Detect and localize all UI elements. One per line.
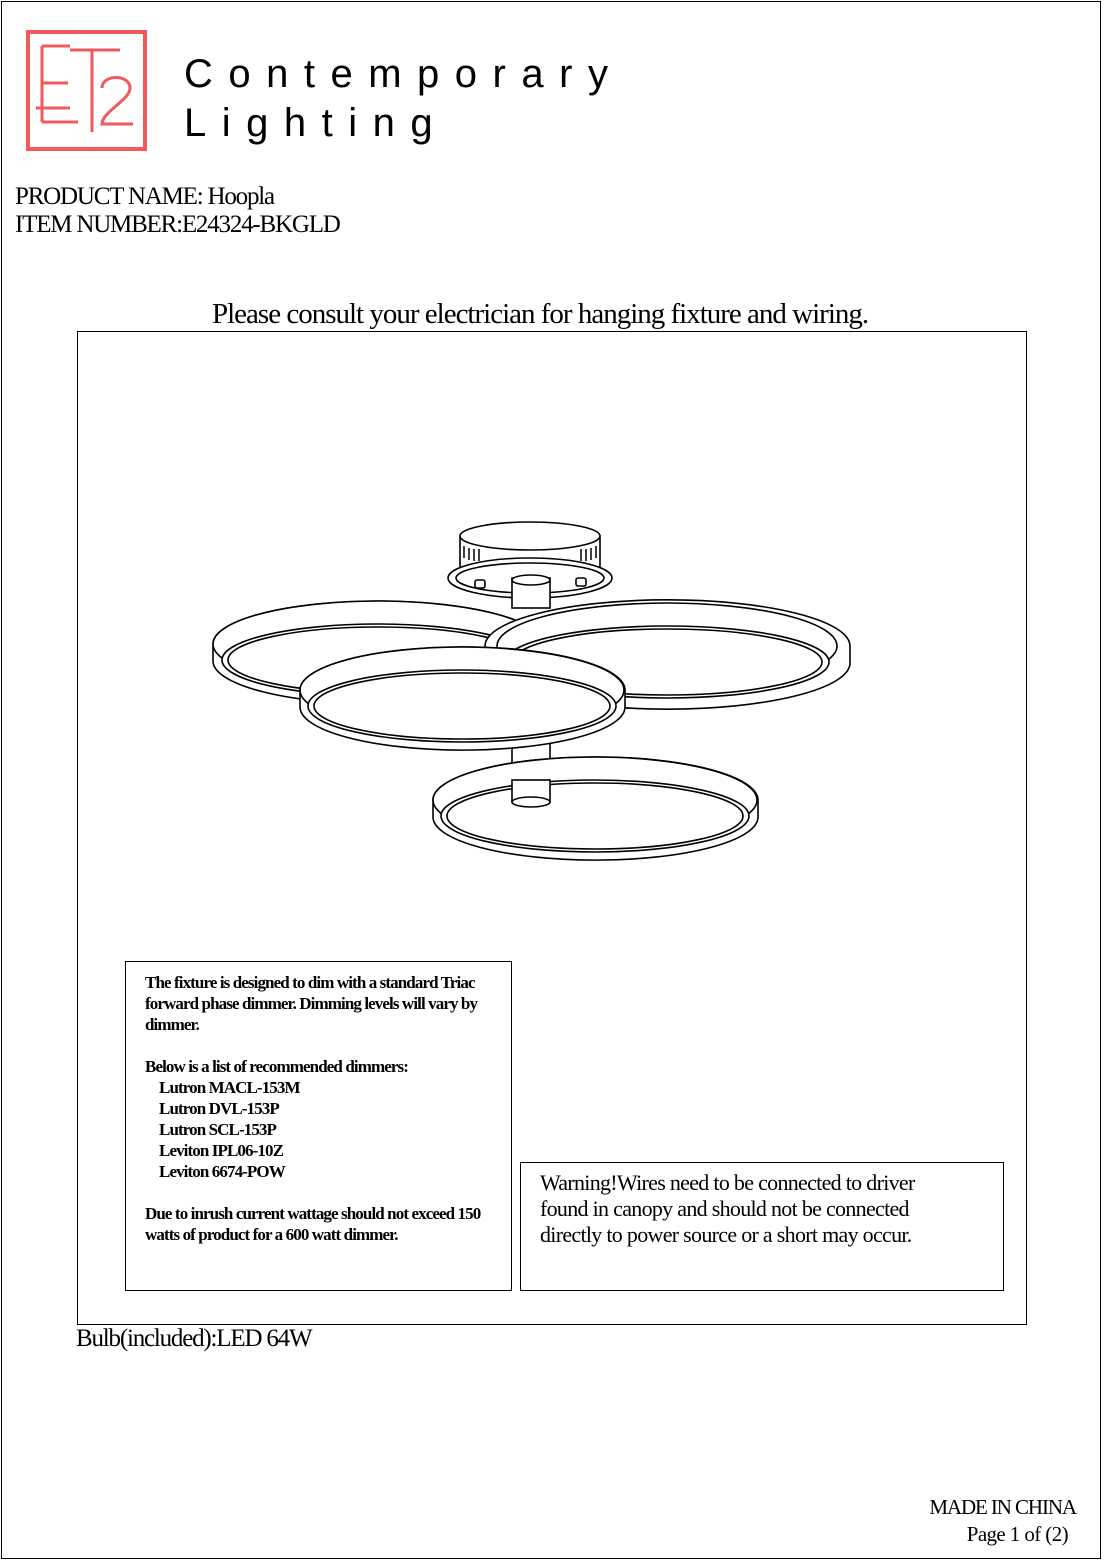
page-number: Page 1 of (2) <box>966 1522 1068 1546</box>
consult-electrician-note: Please consult your electrician for hanging fixture and wiring. <box>212 298 869 330</box>
et2-logo <box>26 30 147 151</box>
dimmer-item: Lutron DVL-153P <box>159 1099 279 1118</box>
dimmer-wattage-note: Due to inrush current wattage should not exceed 150 watts of product for a 600 watt dimmer. <box>145 1204 481 1244</box>
warning-box <box>520 1162 1004 1291</box>
dimmer-list-heading: Below is a list of recommended dimmers: <box>145 1057 408 1076</box>
dimmer-item: Lutron SCL-153P <box>159 1120 277 1139</box>
dimmer-info-box <box>125 961 512 1291</box>
warning-line-1: Warning!Wires need to be connected to driver <box>540 1170 915 1195</box>
bulb-info: Bulb(included):LED 64W <box>76 1325 312 1352</box>
dimmer-item: Leviton IPL06-10Z <box>159 1141 284 1160</box>
warning-line-2: found in canopy and should not be connected <box>540 1196 909 1221</box>
dimmer-item: Leviton 6674-POW <box>159 1162 285 1181</box>
dimmer-item: Lutron MACL-153M <box>159 1078 300 1097</box>
item-number: ITEM NUMBER:E24324-BKGLD <box>15 211 340 238</box>
made-in-label: MADE IN CHINA <box>929 1495 1076 1519</box>
et2-logo-icon <box>30 34 143 147</box>
product-name: PRODUCT NAME: Hoopla <box>15 183 274 210</box>
dimmer-intro: The fixture is designed to dim with a standard Triac forward phase dimmer. Dimming levels will vary by dimmer. <box>145 973 478 1034</box>
warning-line-3: directly to power source or a short may occur. <box>540 1222 912 1247</box>
ceiling-fixture-hoop-rings-drawing <box>210 518 855 868</box>
brand-line-2: Lighting <box>184 101 449 145</box>
brand-line-1: Contemporary <box>184 52 624 96</box>
